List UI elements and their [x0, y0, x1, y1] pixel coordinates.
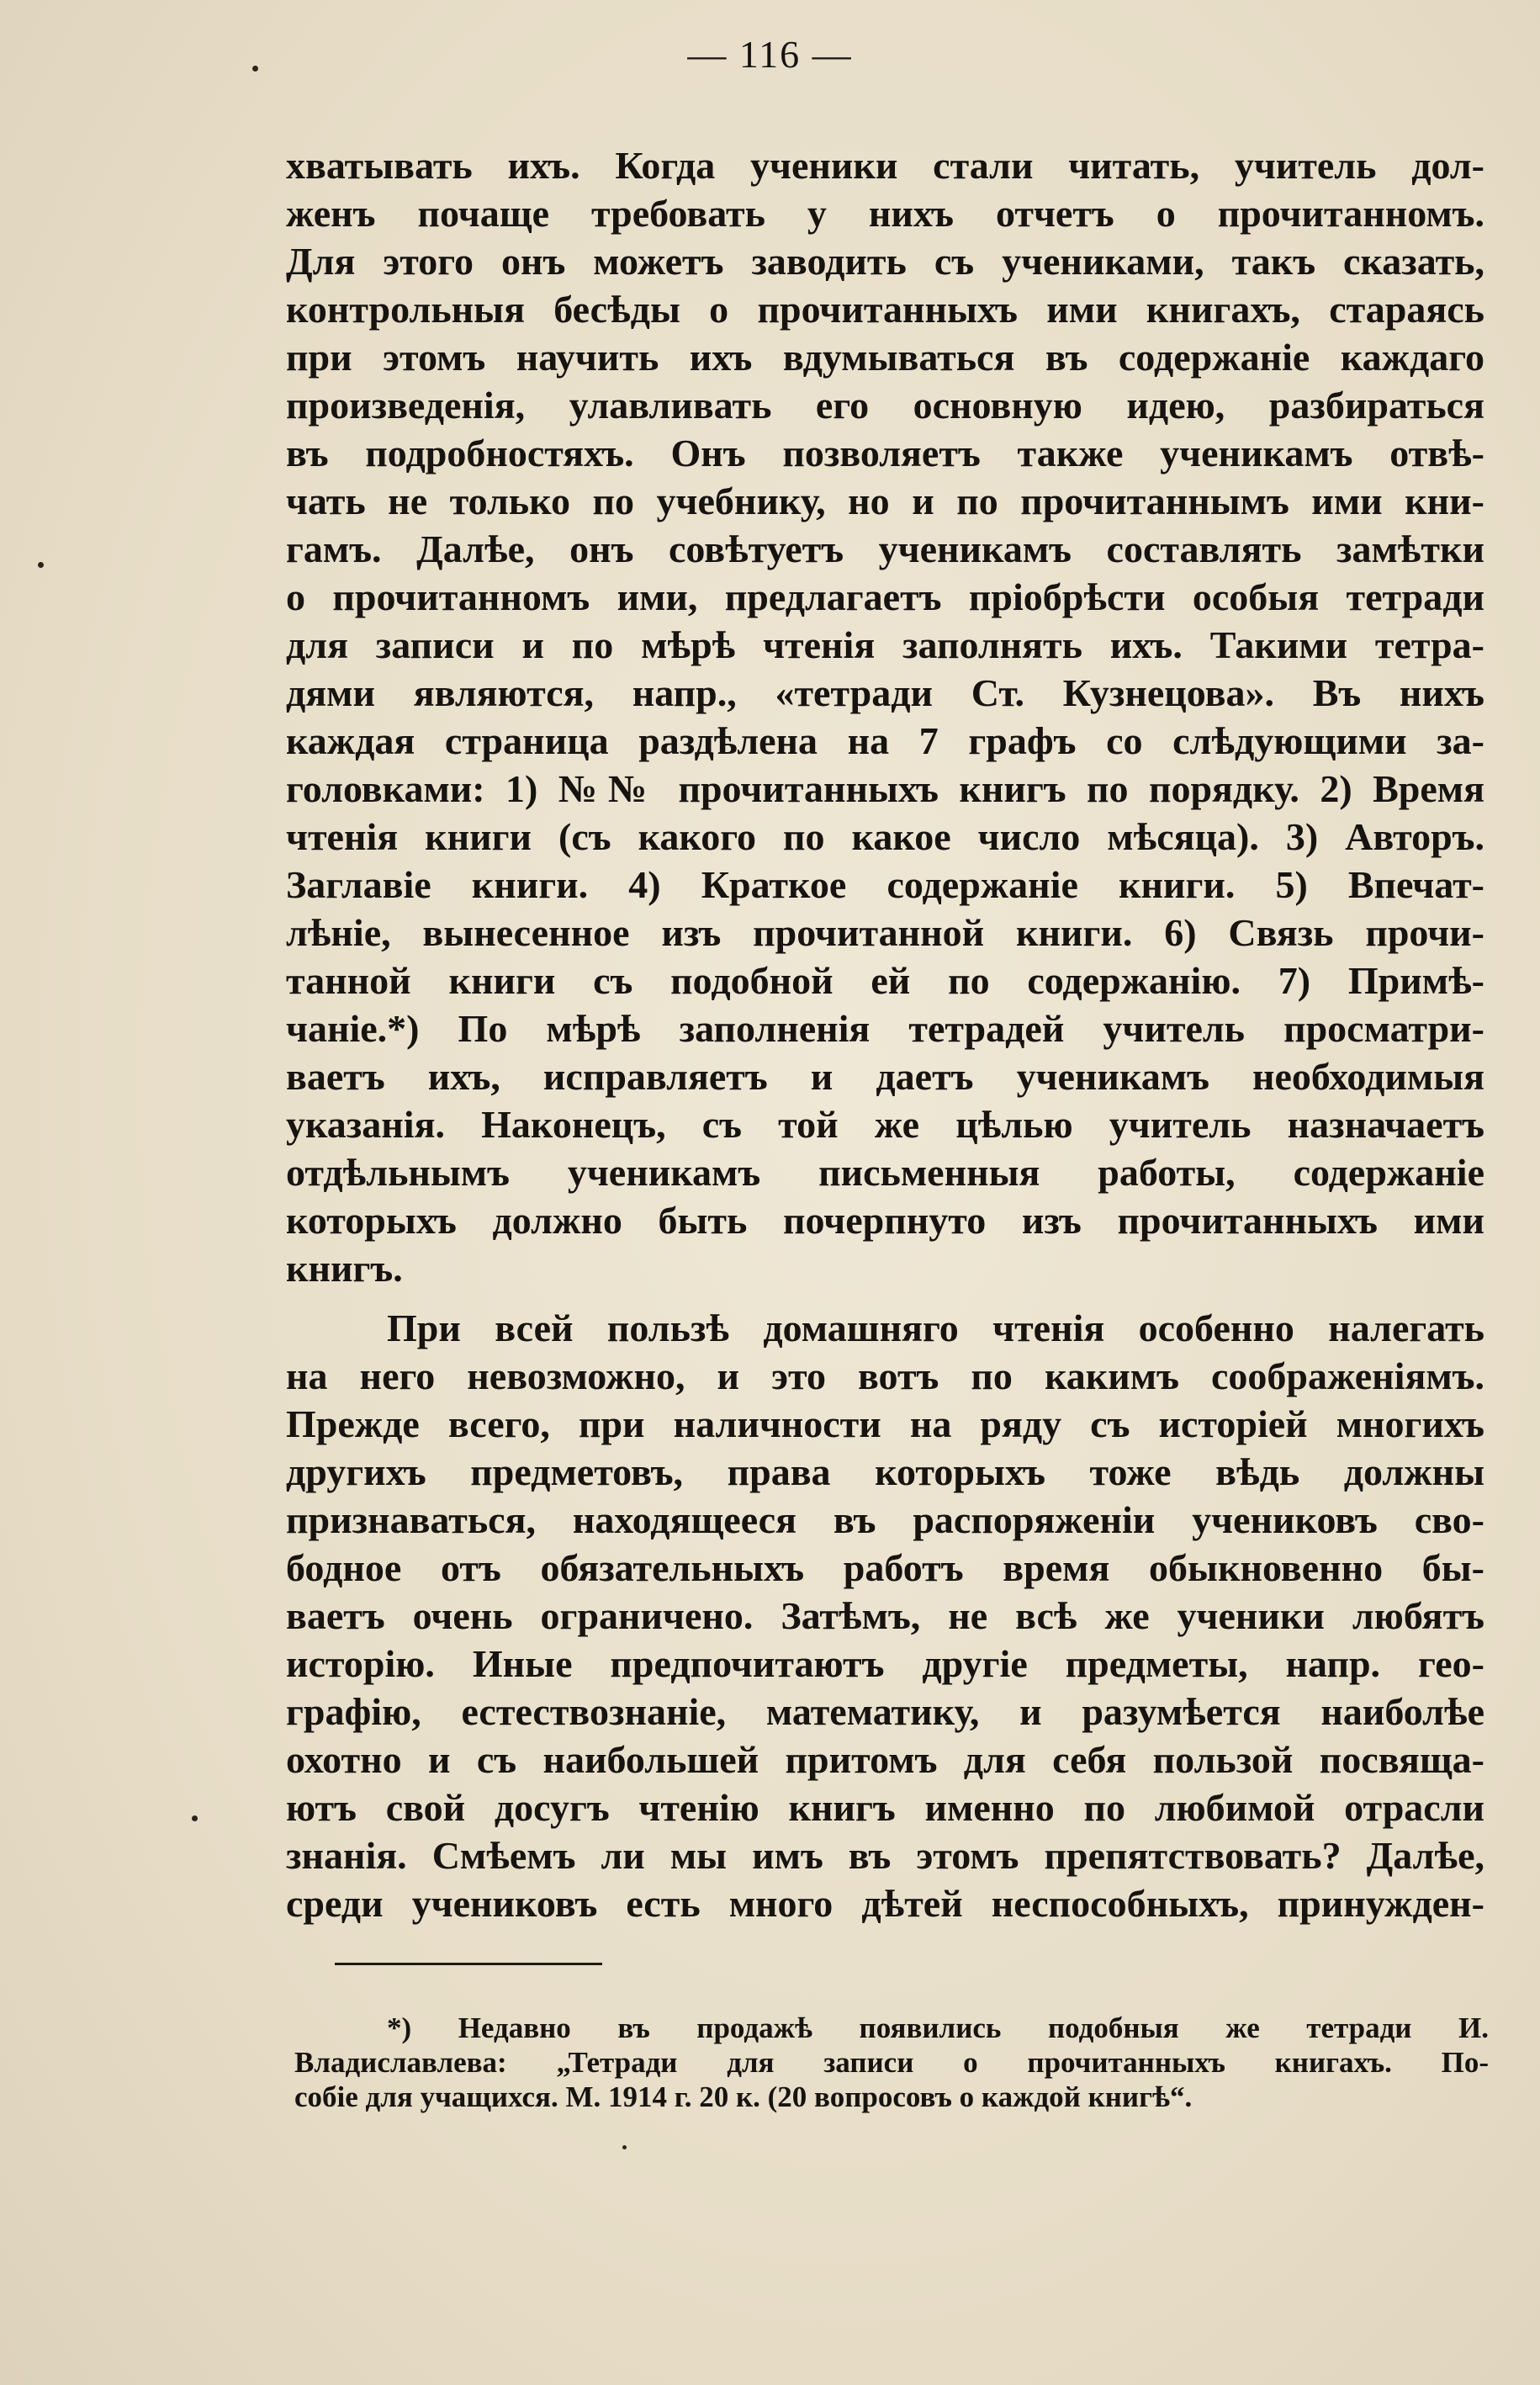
- text-line: женъ почаще требовать у нихъ отчетъ о прочитанномъ.: [286, 192, 1484, 235]
- footnote-line: Владиславлева: „Тетради для записи о прочитанныхъ книгахъ. По-: [294, 2046, 1489, 2079]
- paper-speck: [38, 562, 44, 568]
- text-line: хватывать ихъ. Когда ученики стали читать, учитель дол-: [286, 144, 1484, 187]
- footnote: [294, 2011, 1489, 2114]
- paragraph-1: [286, 141, 1484, 1292]
- text-line: чтенія книги (съ какого по какое число мѣсяца). 3) Авторъ.: [286, 815, 1484, 858]
- text-line: Для этого онъ можетъ заводить съ учениками, такъ сказать,: [286, 240, 1484, 283]
- text-line: въ подробностяхъ. Онъ позволяетъ также ученикамъ отвѣ-: [286, 432, 1484, 474]
- footnote-separator: [335, 1963, 602, 1965]
- paper-speck: [252, 66, 258, 72]
- text-line: Заглавіе книги. 4) Краткое содержаніе книги. 5) Впечат-: [286, 863, 1484, 906]
- text-line: книгъ.: [286, 1247, 403, 1290]
- text-line: произведенія, улавливать его основную идею, разбираться: [286, 384, 1484, 427]
- paragraph-gap: [286, 1292, 1484, 1304]
- text-line: которыхъ должно быть почерпнуто изъ прочитанныхъ ими: [286, 1199, 1484, 1242]
- text-line: при этомъ научить ихъ вдумываться въ содержаніе каждаго: [286, 336, 1484, 379]
- text-line: контрольныя бесѣды о прочитанныхъ ими книгахъ, стараясь: [286, 288, 1484, 331]
- text-line: каждая страница раздѣлена на 7 графъ со слѣдующими за-: [286, 719, 1484, 762]
- paragraph-2: [286, 1304, 1484, 1927]
- text-line: другихъ предметовъ, права которыхъ тоже вѣдь должны: [286, 1450, 1484, 1493]
- main-text: [286, 141, 1484, 1927]
- text-line: лѣніе, вынесенное изъ прочитанной книги. 6) Связь прочи-: [286, 911, 1484, 954]
- text-line: графію, естествознаніе, математику, и разумѣется наиболѣе: [286, 1690, 1484, 1733]
- text-line: Прежде всего, при наличности на ряду съ исторіей многихъ: [286, 1402, 1484, 1445]
- footnote-line: *) Недавно въ продажѣ появились подобныя же тетради И.: [387, 2011, 1489, 2044]
- text-line: гамъ. Далѣе, онъ совѣтуетъ ученикамъ составлять замѣтки: [286, 527, 1484, 570]
- text-line: головками: 1) №№ прочитанныхъ книгъ по порядку. 2) Время: [286, 767, 1484, 810]
- text-line: ваетъ очень ограничено. Затѣмъ, не всѣ же ученики любятъ: [286, 1594, 1484, 1637]
- text-line: При всей пользѣ домашняго чтенія особенно налегать: [387, 1306, 1484, 1349]
- text-line: чаніе.*) По мѣрѣ заполненія тетрадей учитель просматри-: [286, 1007, 1484, 1050]
- text-line: ваетъ ихъ, исправляетъ и даетъ ученикамъ необходимыя: [286, 1055, 1484, 1098]
- text-line: отдѣльнымъ ученикамъ письменныя работы, содержаніе: [286, 1151, 1484, 1194]
- text-line: знанія. Смѣемъ ли мы имъ въ этомъ препятствовать? Далѣе,: [286, 1834, 1484, 1877]
- footnote-line: собіе для учащихся. М. 1914 г. 20 к. (20 вопросовъ о каждой книгѣ“.: [294, 2080, 1193, 2113]
- text-line: среди учениковъ есть много дѣтей неспособныхъ, принужден-: [286, 1882, 1484, 1925]
- text-line: признаваться, находящееся въ распоряженіи учениковъ сво-: [286, 1498, 1484, 1541]
- text-line: о прочитанномъ ими, предлагаетъ пріобрѣсти особыя тетради: [286, 575, 1484, 618]
- paper-speck: [192, 1815, 198, 1821]
- text-line: указанія. Наконецъ, съ той же цѣлью учитель назначаетъ: [286, 1103, 1484, 1146]
- text-line: охотно и съ наибольшей притомъ для себя пользой посвяща-: [286, 1738, 1484, 1781]
- text-line: танной книги съ подобной ей по содержанію. 7) Примѣ-: [286, 959, 1484, 1002]
- text-line: исторію. Иные предпочитаютъ другіе предметы, напр. гео-: [286, 1642, 1484, 1685]
- text-line: чать не только по учебнику, но и по прочитаннымъ ими кни-: [286, 480, 1484, 522]
- text-line: на него невозможно, и это вотъ по какимъ соображеніямъ.: [286, 1354, 1484, 1397]
- paper-speck: [622, 2145, 627, 2149]
- text-line: для записи и по мѣрѣ чтенія заполнять ихъ. Такими тетра-: [286, 623, 1484, 666]
- page-number: — 116 —: [687, 33, 853, 76]
- text-line: ютъ свой досугъ чтенію книгъ именно по любимой отрасли: [286, 1786, 1484, 1829]
- text-line: бодное отъ обязательныхъ работъ время обыкновенно бы-: [286, 1546, 1484, 1589]
- text-line: дями являются, напр., «тетради Ст. Кузнецова». Въ нихъ: [286, 671, 1484, 714]
